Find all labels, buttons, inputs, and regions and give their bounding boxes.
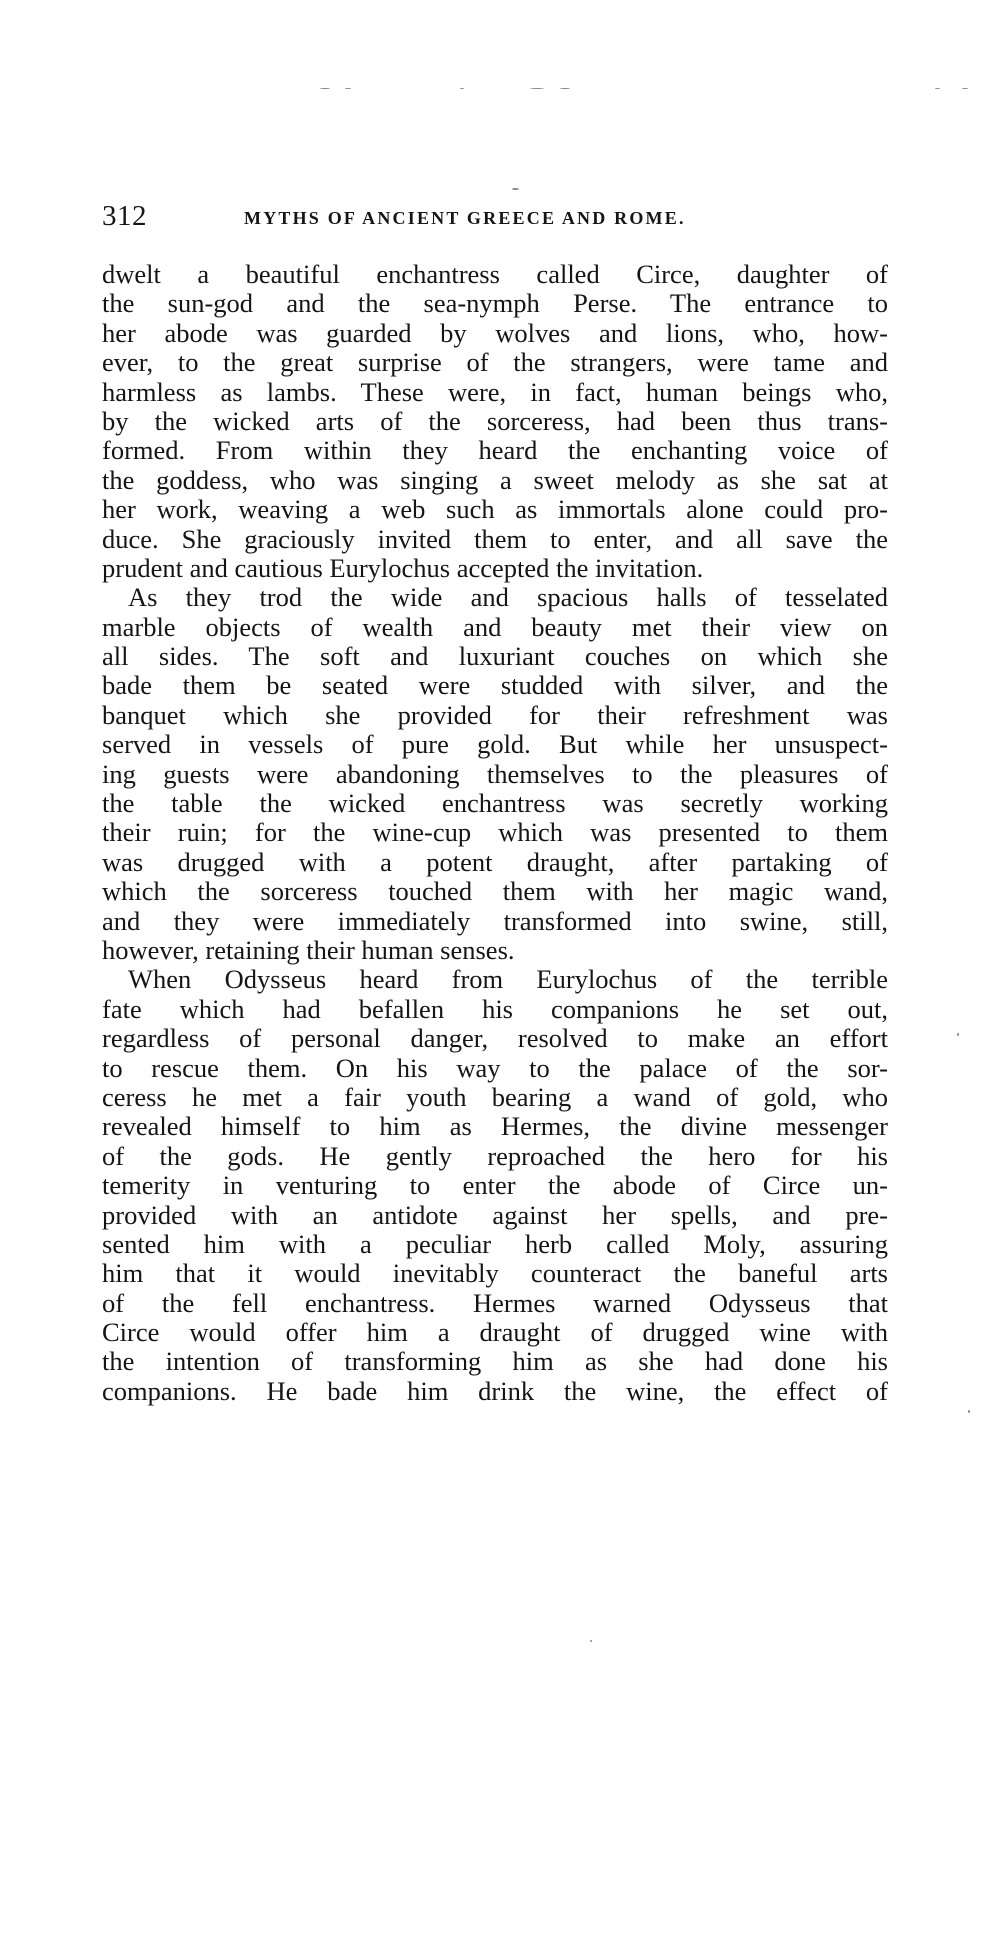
text-line: ceress he met a fair youth bearing a wand of gold, who bbox=[102, 1082, 888, 1112]
text-line: regardless of personal danger, resolved to make an effort bbox=[102, 1024, 888, 1054]
text-line: all sides. The soft and luxuriant couches on which she bbox=[102, 642, 888, 672]
scan-speck bbox=[962, 88, 968, 89]
text-line: companions. He bade him drink the wine, the effect of bbox=[102, 1376, 888, 1406]
scan-speck bbox=[460, 88, 464, 89]
paragraph bbox=[102, 583, 888, 965]
text-line: served in vessels of pure gold. But while her unsuspect- bbox=[102, 730, 888, 760]
text-line: to rescue them. On his way to the palace of the sor- bbox=[102, 1053, 888, 1083]
scan-speck bbox=[530, 88, 544, 89]
text-line: the sun-god and the sea-nymph Perse. The entrance to bbox=[102, 289, 888, 319]
text-line: harmless as lambs. These were, in fact, human beings who, bbox=[102, 377, 888, 407]
text-line: Circe would offer him a draught of drugged wine with bbox=[102, 1318, 888, 1348]
text-line: however, retaining their human senses. bbox=[102, 935, 515, 965]
scan-speck bbox=[345, 88, 351, 89]
text-line: was drugged with a potent draught, after partaking of bbox=[102, 847, 888, 877]
text-line: bade them be seated were studded with silver, and the bbox=[102, 671, 888, 701]
text-line: of the gods. He gently reproached the hero for his bbox=[102, 1141, 888, 1171]
scan-speck bbox=[512, 188, 519, 190]
paragraph bbox=[102, 260, 888, 583]
text-line: revealed himself to him as Hermes, the divine messenger bbox=[102, 1112, 888, 1142]
text-line: dwelt a beautiful enchantress called Circe, daughter of bbox=[102, 260, 888, 289]
text-line: their ruin; for the wine-cup which was presented to them bbox=[102, 818, 888, 848]
scan-speck bbox=[320, 88, 330, 89]
text-line: When Odysseus heard from Eurylochus of the terrible bbox=[128, 965, 888, 995]
text-line: by the wicked arts of the sorceress, had been thus trans- bbox=[102, 406, 888, 436]
paragraph bbox=[102, 965, 888, 1406]
page-header bbox=[102, 200, 892, 232]
text-line: and they were immediately transformed into swine, still, bbox=[102, 906, 888, 936]
text-line: marble objects of wealth and beauty met their view on bbox=[102, 612, 888, 642]
text-line: ever, to the great surprise of the strangers, were tame and bbox=[102, 348, 888, 378]
text-line: formed. From within they heard the enchanting voice of bbox=[102, 436, 888, 466]
scan-speck bbox=[590, 1640, 592, 1642]
text-line: the goddess, who was singing a sweet melody as she sat at bbox=[102, 465, 888, 495]
body-text bbox=[102, 260, 888, 1406]
text-line: sented him with a peculiar herb called Moly, assuring bbox=[102, 1229, 888, 1259]
text-line: prudent and cautious Eurylochus accepted the invitation. bbox=[102, 553, 704, 583]
text-line: her work, weaving a web such as immortals alone could pro- bbox=[102, 495, 888, 525]
text-line: As they trod the wide and spacious halls of tesselated bbox=[128, 583, 888, 613]
page-number: 312 bbox=[102, 200, 147, 232]
text-line: fate which had befallen his companions he set out, bbox=[102, 994, 888, 1024]
text-line: temerity in venturing to enter the abode of Circe un- bbox=[102, 1171, 888, 1201]
text-line: the intention of transforming him as she had done his bbox=[102, 1347, 888, 1377]
text-line: her abode was guarded by wolves and lions, who, how- bbox=[102, 318, 888, 348]
text-line: the table the wicked enchantress was secretly working bbox=[102, 789, 888, 819]
text-line: ing guests were abandoning themselves to the pleasures of bbox=[102, 759, 888, 789]
scan-speck bbox=[957, 1033, 959, 1036]
running-title: MYTHS OF ANCIENT GREECE AND ROME. bbox=[244, 208, 686, 228]
text-line: banquet which she provided for their refreshment was bbox=[102, 700, 888, 730]
text-line: provided with an antidote against her spells, and pre- bbox=[102, 1200, 888, 1230]
text-line: of the fell enchantress. Hermes warned Odysseus that bbox=[102, 1288, 888, 1318]
text-line: him that it would inevitably counteract the baneful arts bbox=[102, 1259, 888, 1289]
text-line: which the sorceress touched them with her magic wand, bbox=[102, 877, 888, 907]
scan-speck bbox=[968, 1410, 970, 1413]
scan-speck bbox=[560, 88, 570, 89]
scan-speck bbox=[935, 88, 940, 89]
text-line: duce. She graciously invited them to enter, and all save the bbox=[102, 524, 888, 554]
